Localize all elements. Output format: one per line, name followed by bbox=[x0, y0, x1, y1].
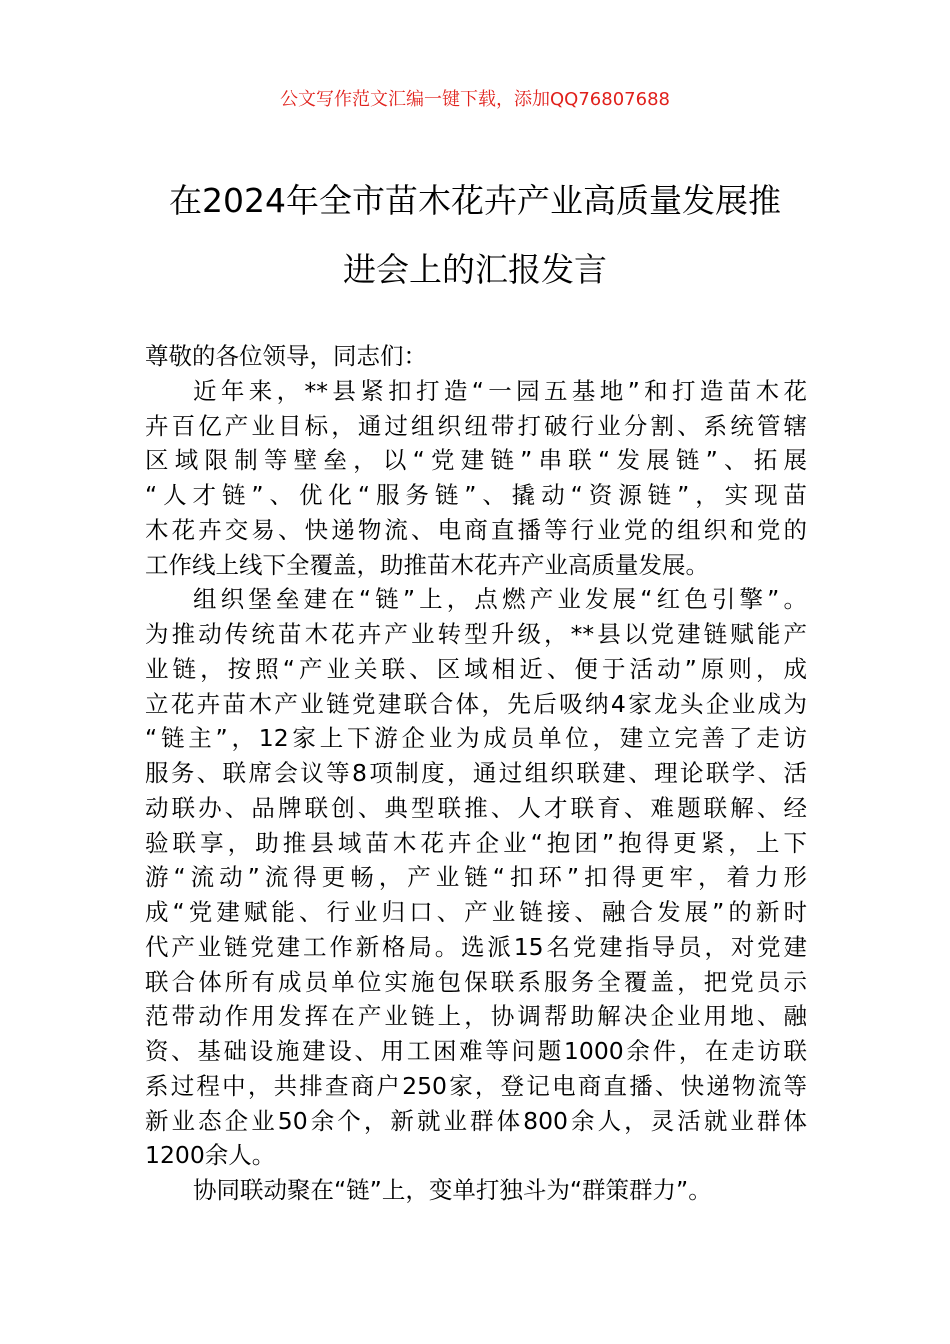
body-text-line: 区域限制等壁垒，以“党建链”串联“发展链”、拓展 bbox=[145, 446, 807, 475]
document-title-line-1: 在2024年全市苗木花卉产业高质量发展推 bbox=[169, 181, 781, 220]
body-text-line: 工作线上线下全覆盖，助推苗木花卉产业高质量发展。 bbox=[145, 550, 709, 579]
body-text-line: 为推动传统苗木花卉产业转型升级，**县以党建链赋能产 bbox=[145, 620, 807, 648]
body-text-line: 资、基础设施建设、用工困难等问题1000余件，在走访联 bbox=[145, 1037, 807, 1065]
document-title-line-2: 进会上的汇报发言 bbox=[343, 250, 607, 289]
body-text-line: 1200余人。 bbox=[145, 1141, 276, 1170]
document-body bbox=[145, 339, 807, 1208]
body-text-line: 立花卉苗木产业链党建联合体，先后吸纳4家龙头企业成为 bbox=[145, 689, 807, 718]
body-text-line: 游“流动”流得更畅，产业链“扣环”扣得更牢，着力形 bbox=[145, 863, 807, 892]
body-text-line: 尊敬的各位领导，同志们： bbox=[145, 342, 427, 370]
body-text-line: 范带动作用发挥在产业链上，协调帮助解决企业用地、融 bbox=[145, 1002, 807, 1031]
body-text-line: 验联享，助推县域苗木花卉企业“抱团”抱得更紧，上下 bbox=[145, 828, 807, 857]
body-text-line: 新业态企业50余个，新就业群体800余人，灵活就业群体 bbox=[145, 1106, 807, 1135]
body-text-line: 近年来，**县紧扣打造“一园五基地”和打造苗木花 bbox=[193, 376, 807, 405]
body-text-line: 协同联动聚在“链”上，变单打独斗为“群策群力”。 bbox=[193, 1176, 712, 1204]
body-text-line: 组织堡垒建在“链”上，点燃产业发展“红色引擎”。 bbox=[193, 585, 807, 614]
body-text-line: 成“党建赋能、行业归口、产业链接、融合发展”的新时 bbox=[145, 898, 807, 926]
body-text-line: 代产业链党建工作新格局。选派15名党建指导员，对党建 bbox=[145, 932, 807, 961]
body-text-line: 动联办、品牌联创、典型联推、人才联育、难题联解、经 bbox=[145, 793, 807, 822]
body-text-line: 业链，按照“产业关联、区域相近、便于活动”原则，成 bbox=[145, 654, 807, 683]
body-text-line: 联合体所有成员单位实施包保联系服务全覆盖，把党员示 bbox=[145, 967, 807, 996]
body-text-line: “链主”，12家上下游企业为成员单位，建立完善了走访 bbox=[145, 724, 807, 753]
body-text-line: 服务、联席会议等8项制度，通过组织联建、理论联学、活 bbox=[145, 759, 807, 787]
body-text-line: 系过程中，共排查商户250家，登记电商直播、快递物流等 bbox=[145, 1071, 807, 1100]
body-text-line: 卉百亿产业目标，通过组织纽带打破行业分割、系统管辖 bbox=[145, 411, 807, 440]
download-banner: 公文写作范文汇编一键下载，添加QQ76807688 bbox=[280, 89, 670, 110]
body-text-line: 木花卉交易、快递物流、电商直播等行业党的组织和党的 bbox=[145, 515, 807, 544]
body-text-line: “人才链”、优化“服务链”、撬动“资源链”，实现苗 bbox=[145, 481, 807, 509]
